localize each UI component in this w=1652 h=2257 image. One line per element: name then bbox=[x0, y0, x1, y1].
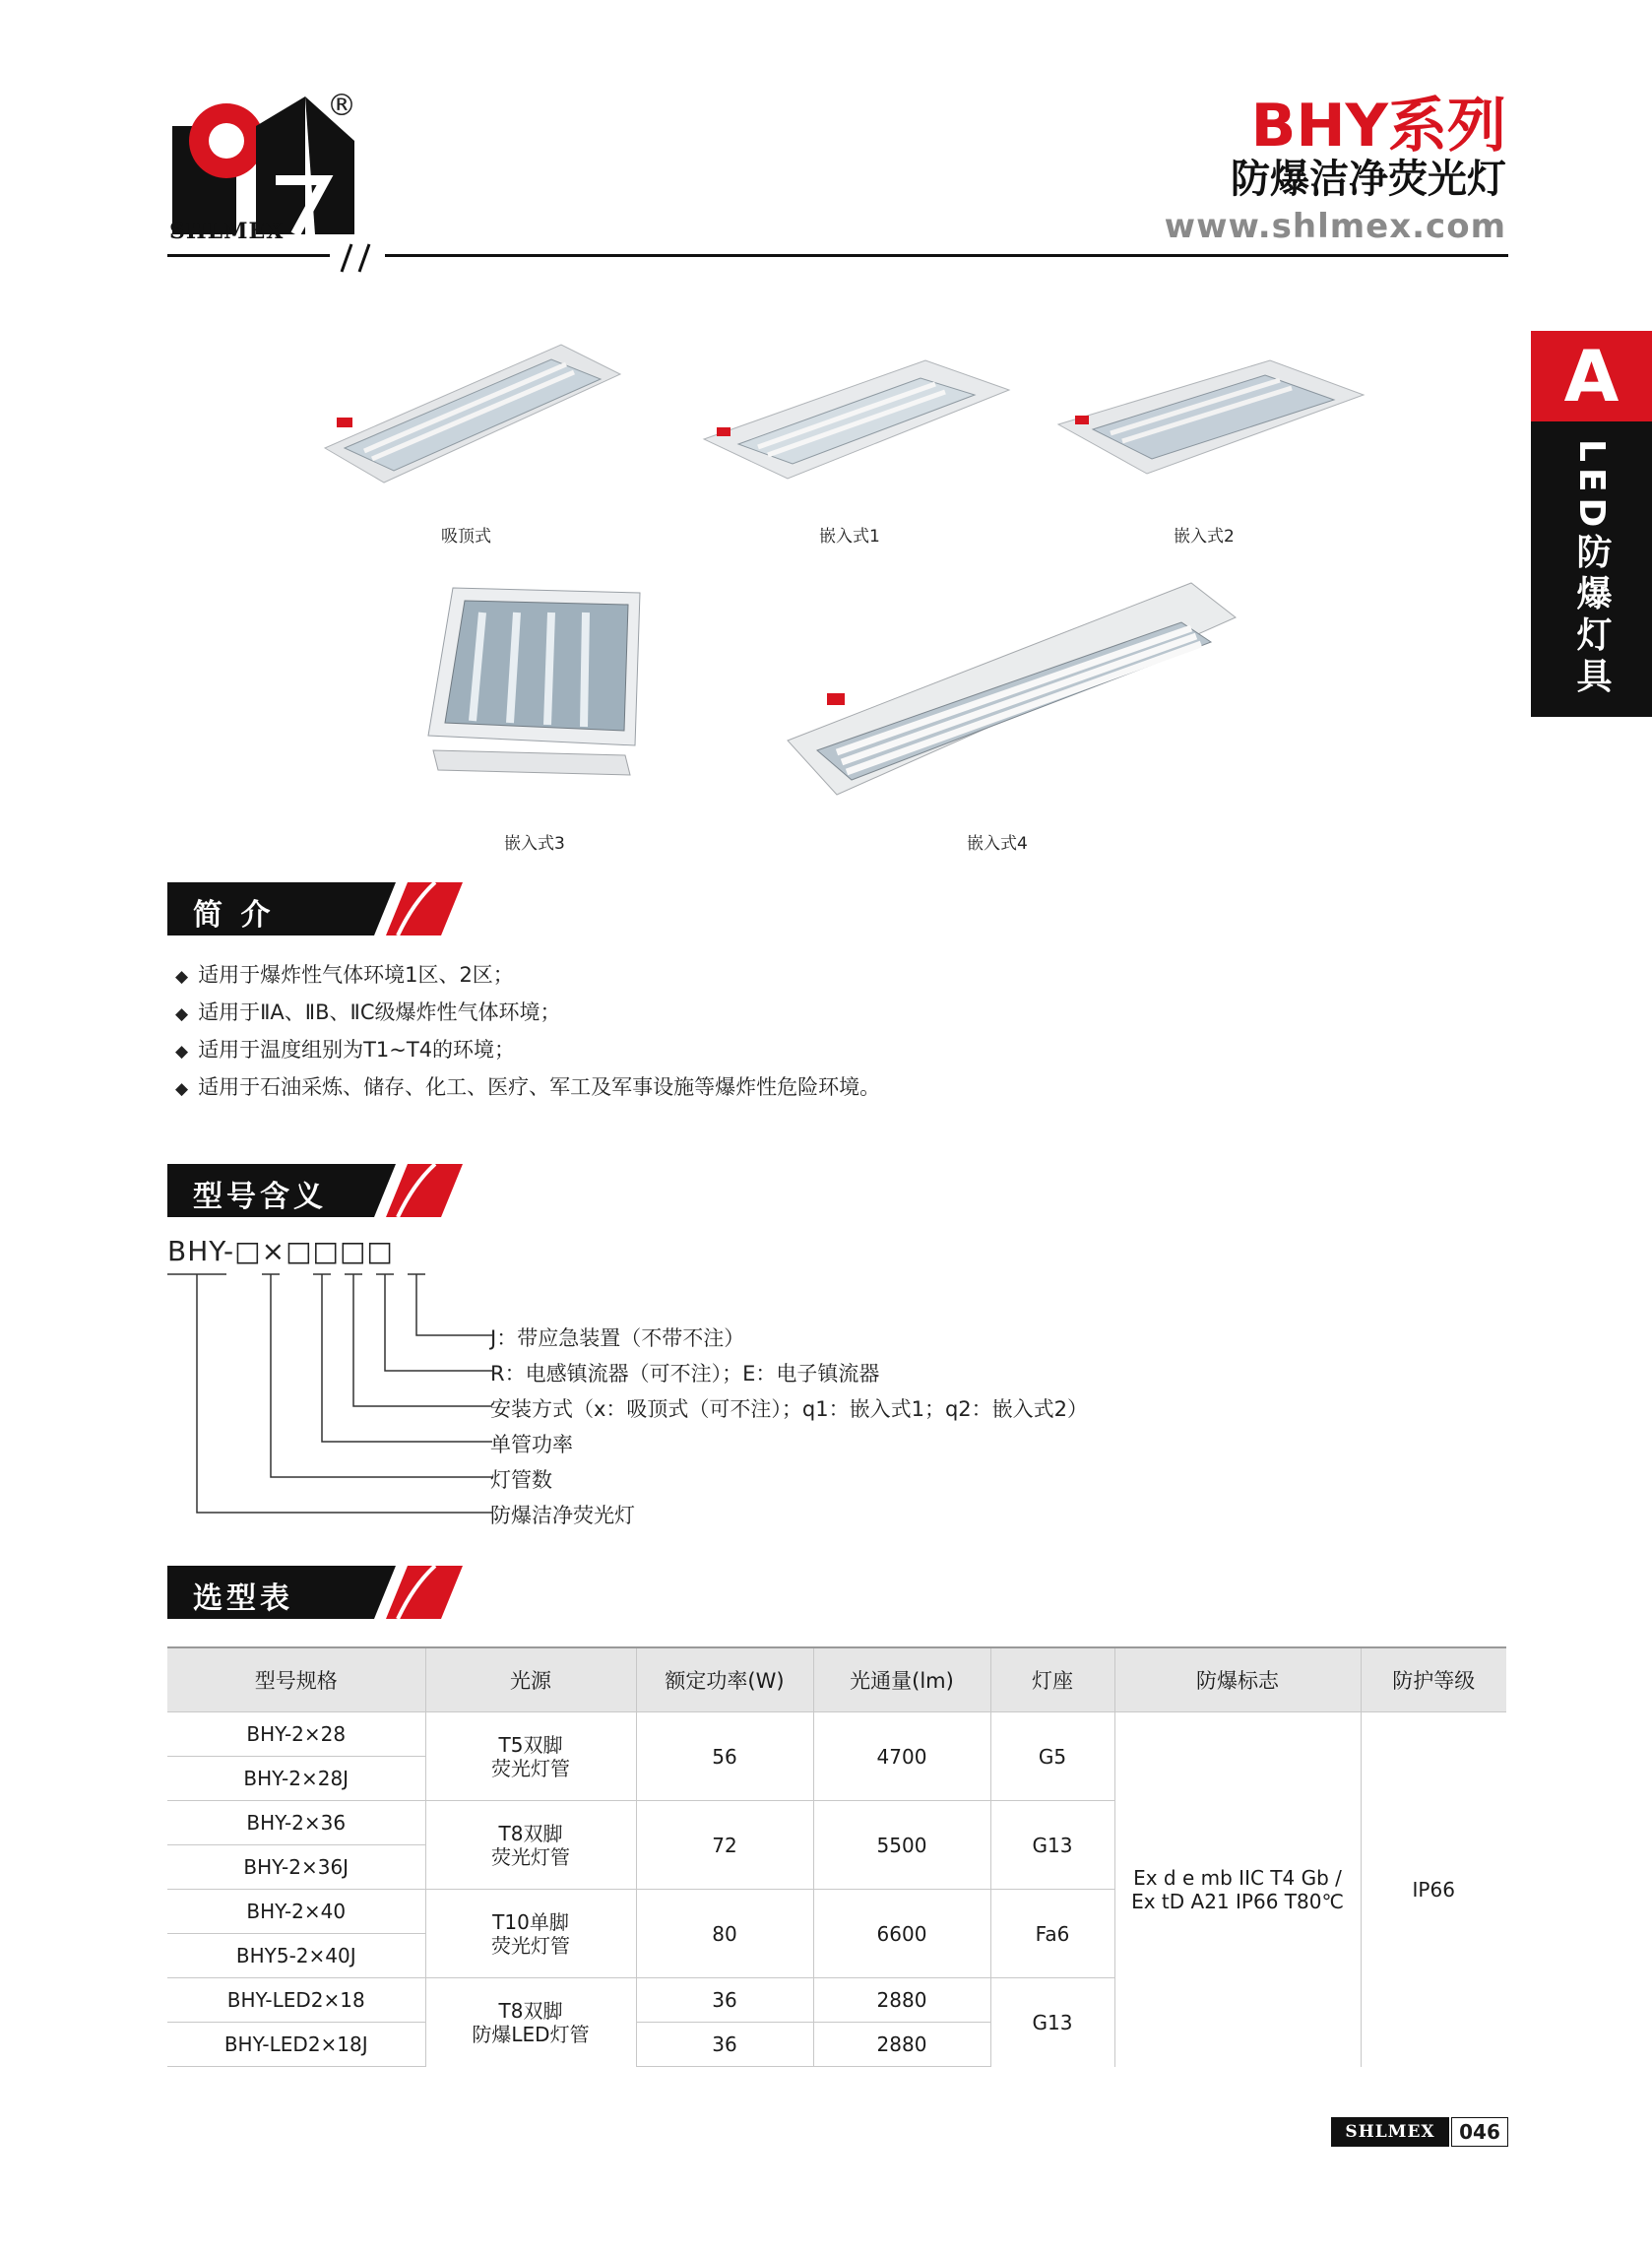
product-image-recessed-4 bbox=[778, 573, 1240, 800]
category-name: LED防爆灯具类 bbox=[1450, 439, 1612, 699]
intro-item: ◆ 适用于ⅡA、ⅡB、ⅡC级爆炸性气体环境； bbox=[175, 1000, 561, 1024]
diamond-bullet-icon: ◆ bbox=[175, 1079, 189, 1099]
intro-item: ◆ 适用于爆炸性气体环境1区、2区； bbox=[175, 963, 514, 987]
header-slash-mark bbox=[330, 240, 385, 276]
product-name: 防爆洁净荧光灯 bbox=[1231, 157, 1506, 202]
base-cell: Fa6 bbox=[990, 1890, 1114, 1978]
diamond-bullet-icon: ◆ bbox=[175, 1042, 189, 1062]
table-header-cell: 光源 bbox=[425, 1647, 636, 1712]
registered-mark: ® bbox=[327, 89, 356, 123]
base-cell: G5 bbox=[990, 1712, 1114, 1801]
model-legend-item: 防爆洁净荧光灯 bbox=[490, 1504, 635, 1527]
flux-cell: 6600 bbox=[813, 1890, 990, 1978]
flux-cell: 2880 bbox=[813, 2023, 990, 2067]
product-caption: 嵌入式2 bbox=[1174, 527, 1235, 547]
product-image-recessed-2 bbox=[1053, 351, 1368, 498]
diamond-bullet-icon: ◆ bbox=[175, 1004, 189, 1024]
table-header-cell: 型号规格 bbox=[167, 1647, 425, 1712]
model-cell: BHY-2×40 bbox=[167, 1890, 425, 1934]
flux-cell: 5500 bbox=[813, 1801, 990, 1890]
logo-wordmark: SHLMEX bbox=[169, 219, 285, 244]
table-header-cell: 灯座 bbox=[990, 1647, 1114, 1712]
model-cell: BHY-2×36 bbox=[167, 1801, 425, 1845]
protection-cell: IP66 bbox=[1361, 1712, 1506, 2067]
base-cell: G13 bbox=[990, 1801, 1114, 1890]
model-cell: BHY5-2×40J bbox=[167, 1934, 425, 1978]
source-cell: T10单脚 荧光灯管 bbox=[425, 1890, 636, 1978]
model-legend-item: 安装方式（x：吸顶式（可不注）；q1：嵌入式1；q2：嵌入式2） bbox=[490, 1397, 1089, 1421]
model-code-pattern: BHY-□×□□□□ bbox=[167, 1235, 394, 1267]
footer-brand: SHLMEX bbox=[1331, 2117, 1449, 2147]
ex-mark-cell: Ex d e mb IIC T4 Gb / Ex tD A21 IP66 T80℃ bbox=[1114, 1712, 1361, 2067]
product-caption: 吸顶式 bbox=[441, 527, 491, 547]
power-cell: 36 bbox=[636, 2023, 813, 2067]
section-title-intro: 简 介 bbox=[193, 898, 275, 933]
selection-table bbox=[167, 1646, 1506, 2067]
power-cell: 56 bbox=[636, 1712, 813, 1801]
flux-cell: 4700 bbox=[813, 1712, 990, 1801]
model-cell: BHY-2×36J bbox=[167, 1845, 425, 1890]
model-cell: BHY-2×28 bbox=[167, 1712, 425, 1757]
category-side-tab bbox=[1450, 331, 1652, 717]
product-image-recessed-1 bbox=[699, 351, 1014, 498]
table-header-cell: 光通量(lm) bbox=[813, 1647, 990, 1712]
model-code-leader-lines bbox=[167, 1270, 492, 1526]
power-cell: 36 bbox=[636, 1978, 813, 2023]
model-legend-item: 灯管数 bbox=[490, 1468, 552, 1492]
intro-item: ◆ 适用于石油采炼、储存、化工、医疗、军工及军事设施等爆炸性危险环境。 bbox=[175, 1075, 881, 1099]
page-number: 046 bbox=[1451, 2117, 1508, 2147]
model-legend-item: J：带应急装置（不带不注） bbox=[490, 1326, 745, 1350]
flux-cell: 2880 bbox=[813, 1978, 990, 2023]
source-cell: T5双脚 荧光灯管 bbox=[425, 1712, 636, 1801]
category-letter: A bbox=[1531, 331, 1652, 421]
product-caption: 嵌入式1 bbox=[819, 527, 880, 547]
model-cell: BHY-2×28J bbox=[167, 1757, 425, 1801]
table-header-cell: 防爆标志 bbox=[1114, 1647, 1361, 1712]
table-header-cell: 额定功率(W) bbox=[636, 1647, 813, 1712]
table-row bbox=[167, 1712, 1506, 1757]
model-legend-item: 单管功率 bbox=[490, 1433, 573, 1456]
product-image-recessed-3 bbox=[423, 583, 650, 790]
series-title: BHY系列 bbox=[1250, 92, 1506, 161]
power-cell: 80 bbox=[636, 1890, 813, 1978]
product-image-surface bbox=[315, 335, 630, 492]
website-url: www.shlmex.com bbox=[1164, 207, 1506, 246]
source-cell: T8双脚 荧光灯管 bbox=[425, 1801, 636, 1890]
table-header-row bbox=[167, 1647, 1506, 1712]
section-title-model: 型号含义 bbox=[193, 1180, 327, 1214]
diamond-bullet-icon: ◆ bbox=[175, 967, 189, 987]
product-caption: 嵌入式3 bbox=[504, 834, 565, 854]
source-cell: T8双脚 防爆LED灯管 bbox=[425, 1978, 636, 2067]
product-caption: 嵌入式4 bbox=[967, 834, 1028, 854]
model-legend-item: R：电感镇流器（可不注）；E：电子镇流器 bbox=[490, 1362, 880, 1386]
power-cell: 72 bbox=[636, 1801, 813, 1890]
intro-item: ◆ 适用于温度组别为T1~T4的环境； bbox=[175, 1038, 516, 1062]
model-cell: BHY-LED2×18J bbox=[167, 2023, 425, 2067]
table-header-cell: 防护等级 bbox=[1361, 1647, 1506, 1712]
model-cell: BHY-LED2×18 bbox=[167, 1978, 425, 2023]
base-cell: G13 bbox=[990, 1978, 1114, 2067]
section-title-selection: 选型表 bbox=[193, 1581, 293, 1616]
